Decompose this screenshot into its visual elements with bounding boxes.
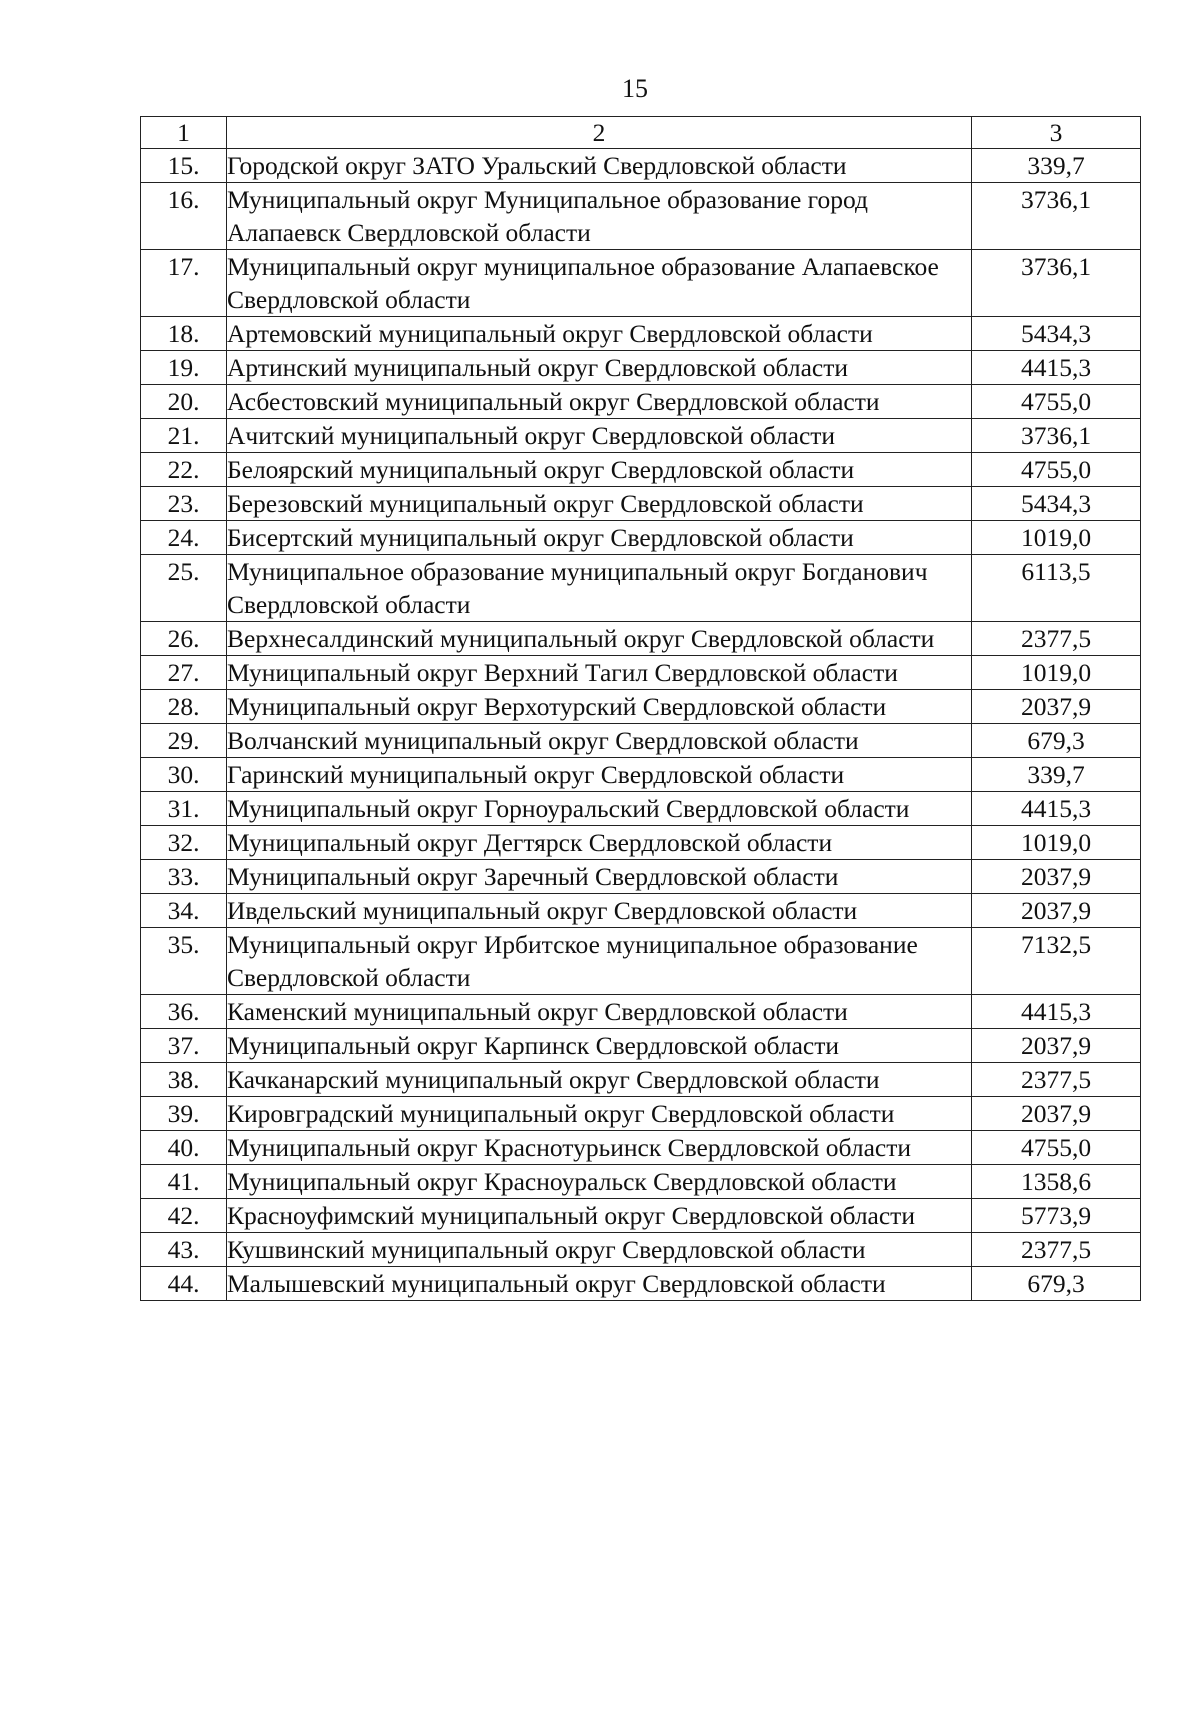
municipality-name: Муниципальный округ Краснотурьинск Свердловской области [227, 1131, 972, 1165]
table-row [141, 1267, 1141, 1301]
row-number: 39. [141, 1097, 227, 1131]
allocation-value: 3736,1 [972, 250, 1141, 317]
table-row [141, 1029, 1141, 1063]
table-row [141, 487, 1141, 521]
table-row [141, 792, 1141, 826]
municipality-name: Кушвинский муниципальный округ Свердловской области [227, 1233, 972, 1267]
row-number: 40. [141, 1131, 227, 1165]
allocation-value: 5773,9 [972, 1199, 1141, 1233]
municipality-name: Бисертский муниципальный округ Свердловской области [227, 521, 972, 555]
table-body [141, 149, 1141, 1301]
municipality-name: Муниципальный округ Верхотурский Свердловской области [227, 690, 972, 724]
municipality-name: Муниципальный округ муниципальное образование Алапаевское Свердловской области [227, 250, 972, 317]
table-row [141, 690, 1141, 724]
table-row [141, 250, 1141, 317]
municipality-name: Белоярский муниципальный округ Свердловской области [227, 453, 972, 487]
table-row [141, 1063, 1141, 1097]
municipality-name: Березовский муниципальный округ Свердловской области [227, 487, 972, 521]
municipality-name: Верхнесалдинский муниципальный округ Свердловской области [227, 622, 972, 656]
allocation-value: 2037,9 [972, 894, 1141, 928]
row-number: 18. [141, 317, 227, 351]
row-number: 42. [141, 1199, 227, 1233]
municipality-name: Артемовский муниципальный округ Свердловской области [227, 317, 972, 351]
allocation-value: 4755,0 [972, 385, 1141, 419]
table-row [141, 894, 1141, 928]
allocation-value: 3736,1 [972, 419, 1141, 453]
municipality-name: Муниципальный округ Горноуральский Свердловской области [227, 792, 972, 826]
allocation-value: 2037,9 [972, 1097, 1141, 1131]
column-header-number: 1 [141, 117, 227, 149]
allocation-value: 2037,9 [972, 860, 1141, 894]
municipality-name: Муниципальное образование муниципальный округ Богданович Свердловской области [227, 555, 972, 622]
municipality-name: Муниципальный округ Карпинск Свердловской области [227, 1029, 972, 1063]
table-row [141, 183, 1141, 250]
row-number: 43. [141, 1233, 227, 1267]
row-number: 27. [141, 656, 227, 690]
row-number: 36. [141, 995, 227, 1029]
row-number: 44. [141, 1267, 227, 1301]
table-row [141, 1165, 1141, 1199]
municipality-name: Муниципальный округ Красноуральск Свердловской области [227, 1165, 972, 1199]
municipality-name: Малышевский муниципальный округ Свердловской области [227, 1267, 972, 1301]
row-number: 37. [141, 1029, 227, 1063]
table-row [141, 724, 1141, 758]
allocation-value: 2037,9 [972, 690, 1141, 724]
municipality-name: Артинский муниципальный округ Свердловской области [227, 351, 972, 385]
row-number: 33. [141, 860, 227, 894]
table-row [141, 995, 1141, 1029]
allocation-value: 2377,5 [972, 1063, 1141, 1097]
allocation-table [140, 116, 1141, 1301]
row-number: 28. [141, 690, 227, 724]
row-number: 31. [141, 792, 227, 826]
table-row [141, 860, 1141, 894]
municipality-name: Ивдельский муниципальный округ Свердловской области [227, 894, 972, 928]
page-number: 15 [622, 74, 648, 103]
municipality-name: Муниципальный округ Заречный Свердловской области [227, 860, 972, 894]
table-row [141, 351, 1141, 385]
row-number: 34. [141, 894, 227, 928]
table-row [141, 555, 1141, 622]
row-number: 32. [141, 826, 227, 860]
table-row [141, 317, 1141, 351]
table-row [141, 1097, 1141, 1131]
allocation-value: 1019,0 [972, 656, 1141, 690]
table-row [141, 149, 1141, 183]
allocation-value: 5434,3 [972, 487, 1141, 521]
allocation-value: 679,3 [972, 724, 1141, 758]
row-number: 38. [141, 1063, 227, 1097]
table-header-row [141, 117, 1141, 149]
municipality-name: Асбестовский муниципальный округ Свердловской области [227, 385, 972, 419]
allocation-value: 2377,5 [972, 1233, 1141, 1267]
table-row [141, 758, 1141, 792]
table-row [141, 656, 1141, 690]
allocation-value: 2037,9 [972, 1029, 1141, 1063]
column-header-value: 3 [972, 117, 1141, 149]
row-number: 20. [141, 385, 227, 419]
table-row [141, 1131, 1141, 1165]
row-number: 22. [141, 453, 227, 487]
municipality-name: Качканарский муниципальный округ Свердловской области [227, 1063, 972, 1097]
row-number: 25. [141, 555, 227, 622]
row-number: 24. [141, 521, 227, 555]
allocation-value: 4415,3 [972, 995, 1141, 1029]
allocation-value: 6113,5 [972, 555, 1141, 622]
table-row [141, 419, 1141, 453]
allocation-value: 5434,3 [972, 317, 1141, 351]
row-number: 41. [141, 1165, 227, 1199]
allocation-value: 4415,3 [972, 351, 1141, 385]
allocation-value: 1019,0 [972, 521, 1141, 555]
allocation-value: 4755,0 [972, 1131, 1141, 1165]
allocation-value: 679,3 [972, 1267, 1141, 1301]
row-number: 29. [141, 724, 227, 758]
row-number: 19. [141, 351, 227, 385]
row-number: 30. [141, 758, 227, 792]
municipality-name: Каменский муниципальный округ Свердловской области [227, 995, 972, 1029]
municipality-name: Волчанский муниципальный округ Свердловской области [227, 724, 972, 758]
allocation-value: 1358,6 [972, 1165, 1141, 1199]
allocation-value: 3736,1 [972, 183, 1141, 250]
table-row [141, 1199, 1141, 1233]
allocation-value: 1019,0 [972, 826, 1141, 860]
table-row [141, 385, 1141, 419]
allocation-value: 2377,5 [972, 622, 1141, 656]
allocation-value: 339,7 [972, 149, 1141, 183]
municipality-name: Муниципальный округ Верхний Тагил Свердловской области [227, 656, 972, 690]
allocation-value: 4755,0 [972, 453, 1141, 487]
municipality-name: Городской округ ЗАТО Уральский Свердловской области [227, 149, 972, 183]
column-header-name: 2 [227, 117, 972, 149]
allocation-value: 7132,5 [972, 928, 1141, 995]
municipality-name: Красноуфимский муниципальный округ Свердловской области [227, 1199, 972, 1233]
row-number: 26. [141, 622, 227, 656]
municipality-name: Муниципальный округ Дегтярск Свердловской области [227, 826, 972, 860]
table-row [141, 826, 1141, 860]
municipality-name: Муниципальный округ Ирбитское муниципальное образование Свердловской области [227, 928, 972, 995]
row-number: 23. [141, 487, 227, 521]
row-number: 17. [141, 250, 227, 317]
row-number: 15. [141, 149, 227, 183]
municipality-name: Муниципальный округ Муниципальное образование город Алапаевск Свердловской области [227, 183, 972, 250]
table-row [141, 928, 1141, 995]
allocation-value: 339,7 [972, 758, 1141, 792]
row-number: 35. [141, 928, 227, 995]
municipality-name: Ачитский муниципальный округ Свердловской области [227, 419, 972, 453]
table-row [141, 1233, 1141, 1267]
row-number: 21. [141, 419, 227, 453]
table-row [141, 521, 1141, 555]
municipality-name: Гаринский муниципальный округ Свердловской области [227, 758, 972, 792]
table-row [141, 453, 1141, 487]
municipality-name: Кировградский муниципальный округ Свердловской области [227, 1097, 972, 1131]
row-number: 16. [141, 183, 227, 250]
allocation-value: 4415,3 [972, 792, 1141, 826]
table-row [141, 622, 1141, 656]
